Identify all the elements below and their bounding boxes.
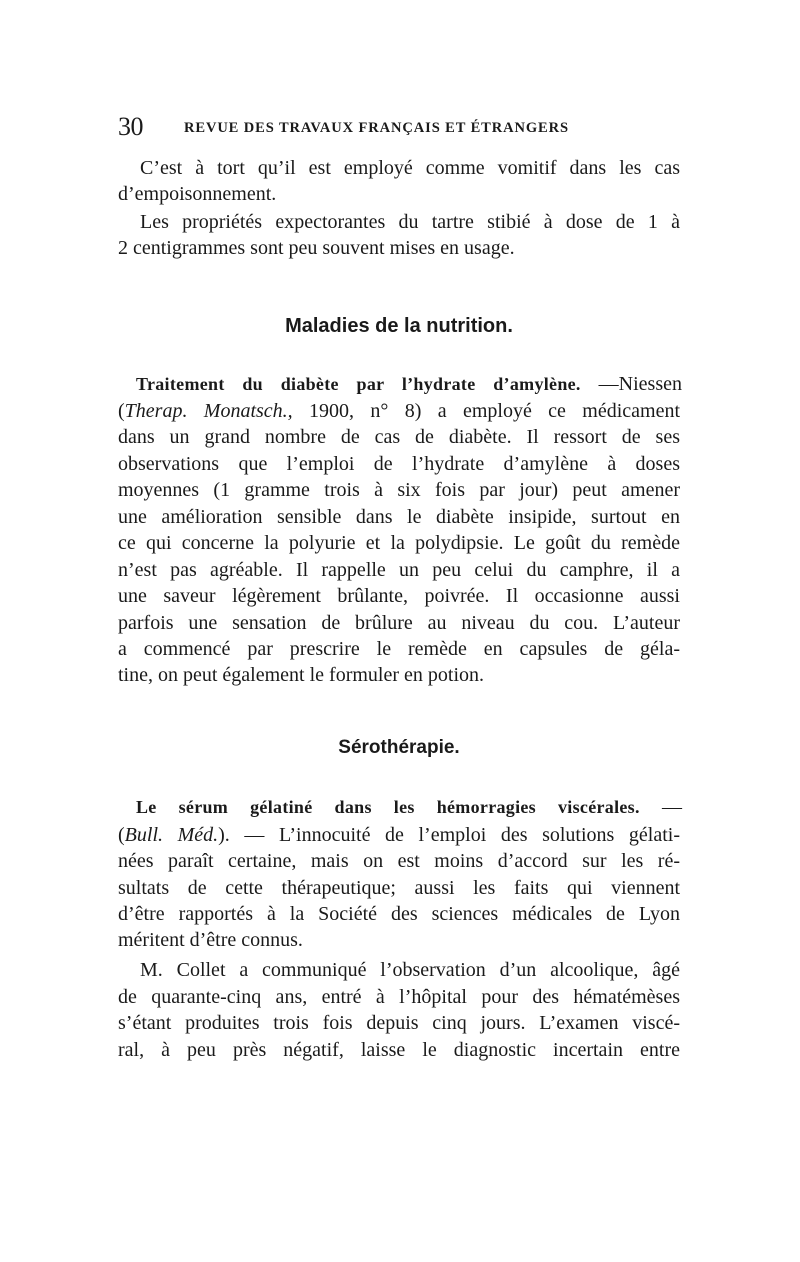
paren: ( <box>118 400 125 422</box>
paragraph-line: M. Collet a communiqué l’observation d’un alcoolique, âgé <box>140 959 680 981</box>
page-number: 30 <box>118 112 143 141</box>
paragraph-line: dans un grand nombre de cas de diabète. Il ressort de ses <box>118 426 680 448</box>
section-heading: Sérothérapie. <box>338 737 460 758</box>
paragraph-line: nées paraît certaine, mais on est moins d’accord sur les ré- <box>118 850 680 872</box>
journal-ref: Therap. Monatsch., <box>124 400 293 422</box>
section-heading: Maladies de la nutrition. <box>285 315 513 337</box>
article-title: Le sérum gélatiné dans les hémorragies viscérales. <box>136 797 640 817</box>
paragraph-line: s’étant produites trois fois depuis cinq jours. L’examen viscé- <box>118 1012 680 1034</box>
article-title-line <box>136 370 682 398</box>
paren: ( <box>118 824 125 846</box>
reference-line <box>118 397 680 425</box>
paragraph-line: ral, à peu près négatif, laisse le diagnostic incertain entre <box>118 1039 680 1061</box>
author: —Niessen <box>580 373 682 395</box>
reference-line <box>118 821 680 849</box>
paragraph-line: d’être rapportés à la Société des sciences médicales de Lyon <box>118 903 680 925</box>
paragraph-line: n’est pas agréable. Il rappelle un peu celui du camphre, il a <box>118 559 680 581</box>
paragraph-line: observations que l’emploi de l’hydrate d’amylène à doses <box>118 453 680 475</box>
page-header <box>118 112 686 144</box>
paragraph-line: une amélioration sensible dans le diabète insipide, surtout en <box>118 506 680 528</box>
paragraph-line: moyennes (1 gramme trois à six fois par jour) peut amener <box>118 479 680 501</box>
paragraph-line: d’empoisonnement. <box>118 183 277 205</box>
paragraph-line: 2 centigrammes sont peu souvent mises en usage. <box>118 237 515 259</box>
paragraph-line: a commencé par prescrire le remède en capsules de géla- <box>118 638 680 660</box>
reference-rest: ). — L’innocuité de l’emploi des solutions gélati- <box>218 824 681 846</box>
article-title: Traitement du diabète par l’hydrate d’amylène. <box>136 374 581 394</box>
journal-ref: Bull. Méd. <box>124 824 219 846</box>
paragraph-line: tine, on peut également le formuler en potion. <box>118 664 484 686</box>
paragraph-line: parfois une sensation de brûlure au niveau du cou. L’auteur <box>118 612 680 634</box>
running-head: REVUE DES TRAVAUX FRANÇAIS ET ÉTRANGERS <box>184 120 569 136</box>
title-dash: — <box>639 796 682 818</box>
paragraph-line: Les propriétés expectorantes du tartre stibié à dose de 1 à <box>140 211 680 233</box>
article-title-line <box>136 793 682 821</box>
paragraph-line: une saveur légèrement brûlante, poivrée. Il occasionne aussi <box>118 585 680 607</box>
paragraph-line: sultats de cette thérapeutique; aussi les faits qui viennent <box>118 877 680 899</box>
paragraph-line: C’est à tort qu’il est employé comme vomitif dans les cas <box>140 157 680 179</box>
reference-rest: 1900, n° 8) a employé ce médicament <box>292 400 680 422</box>
paragraph-line: ce qui concerne la polyurie et la polydipsie. Le goût du remède <box>118 532 680 554</box>
paragraph-line: méritent d’être connus. <box>118 929 303 951</box>
paragraph-line: de quarante-cinq ans, entré à l’hôpital pour des hématémèses <box>118 986 680 1008</box>
